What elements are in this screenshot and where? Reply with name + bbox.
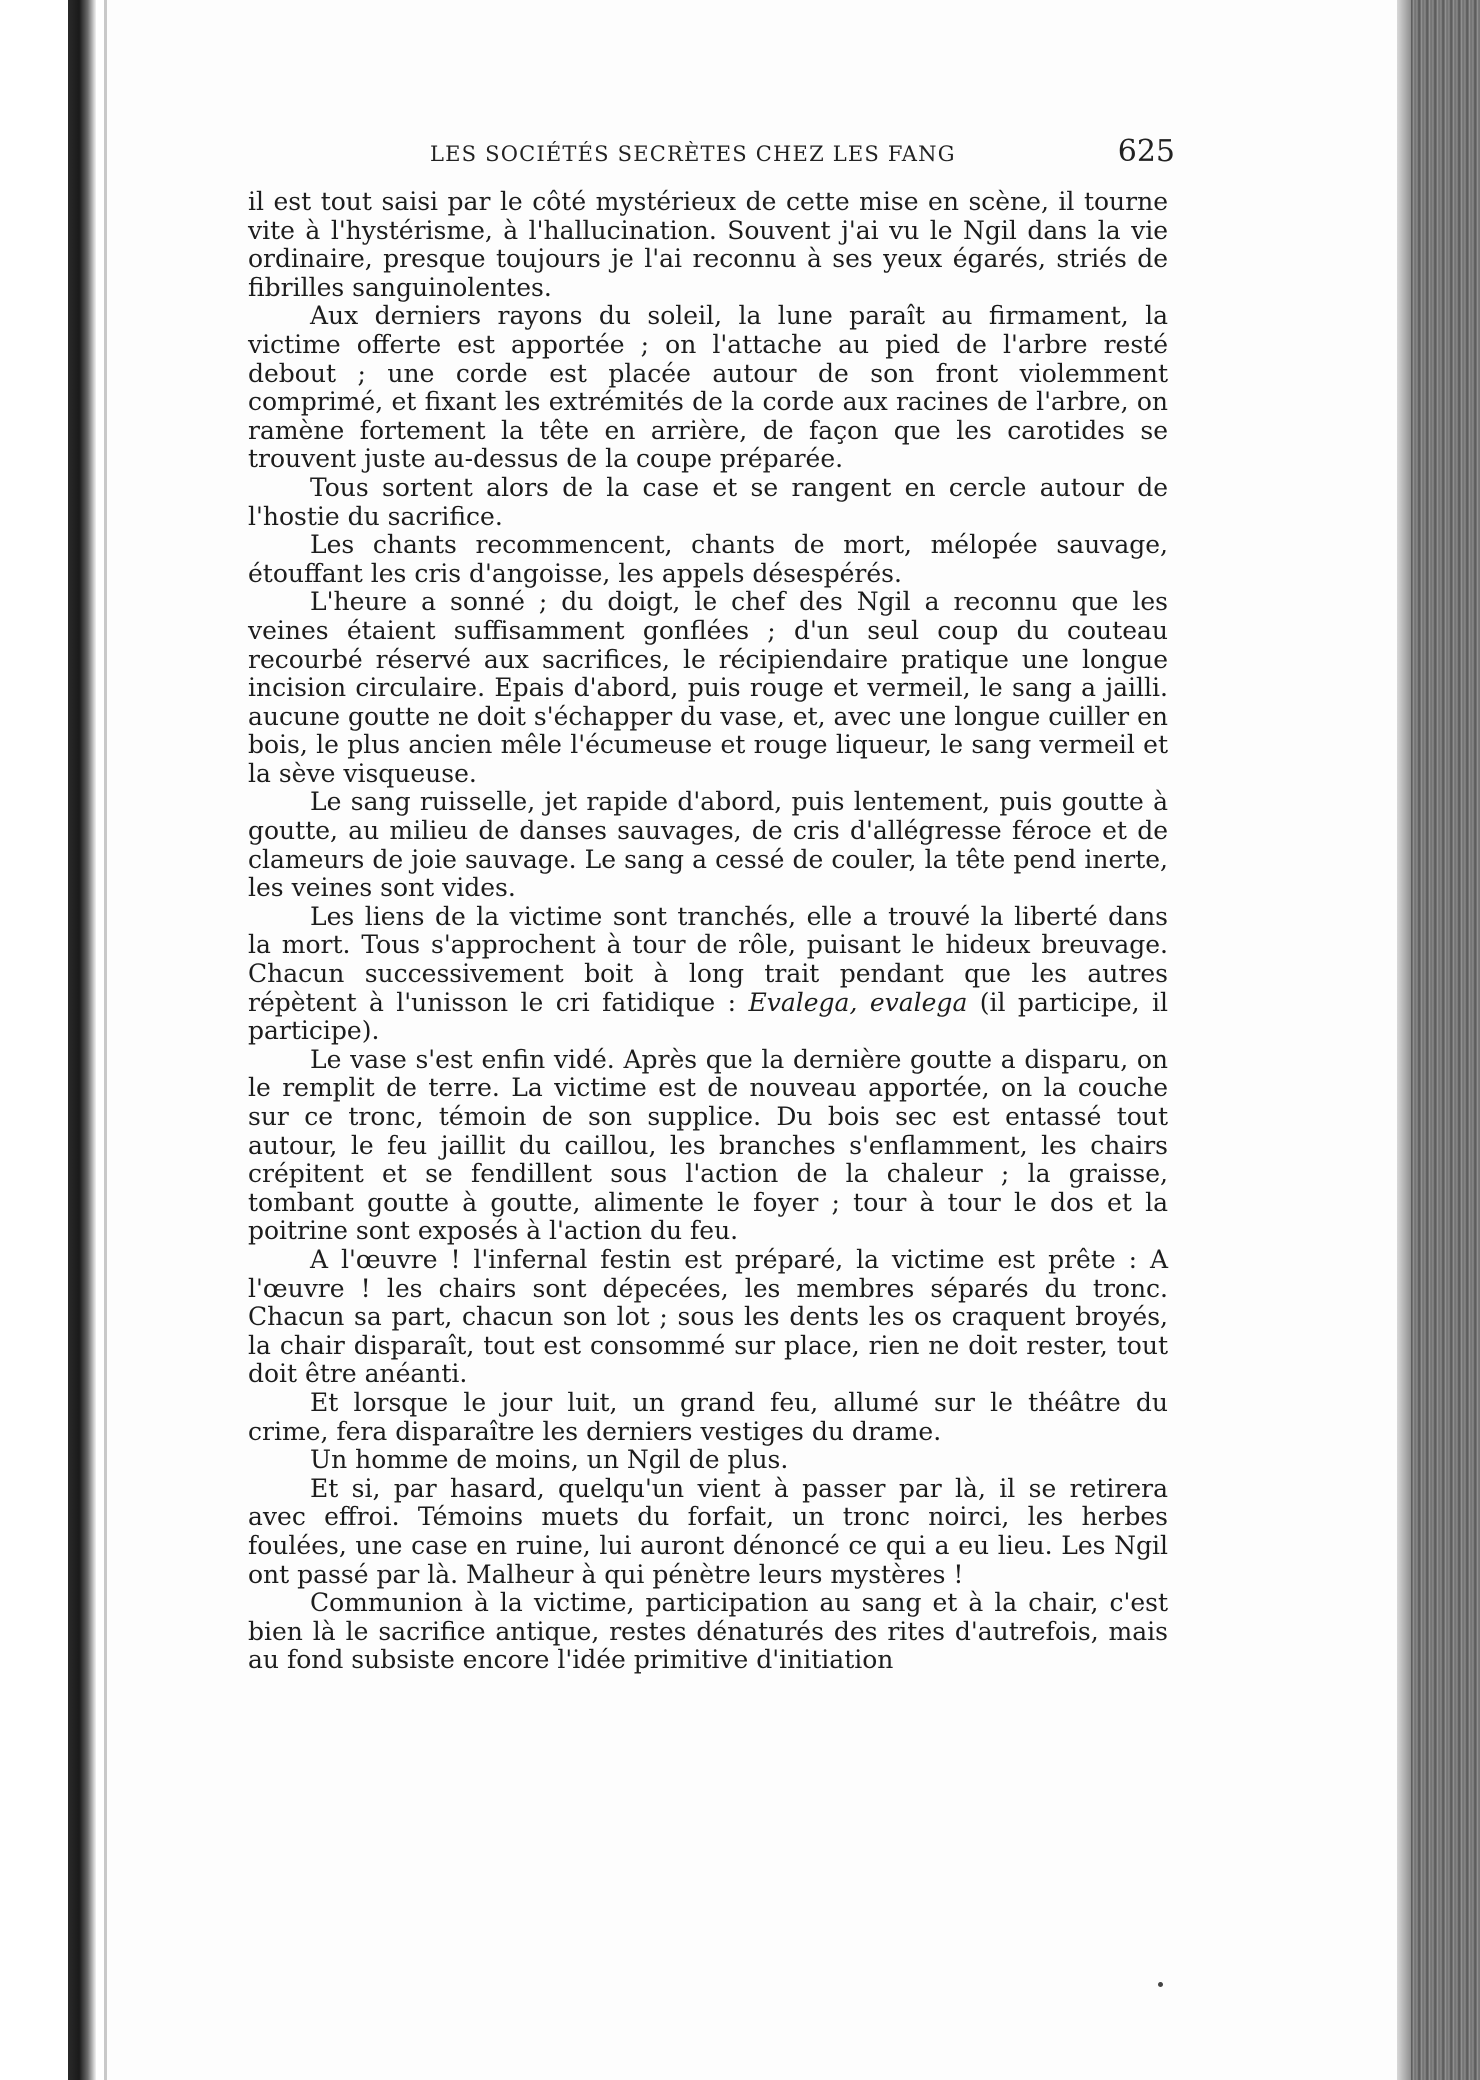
paragraph-liens <box>248 903 1168 1046</box>
paragraph: Les chants recommencent, chants de mort, mélopée sauvage, étouffant les cris d'angoisse, les appels désespérés. <box>248 530 1168 588</box>
paper-speck <box>1158 1982 1163 1987</box>
body-text <box>248 188 1168 1675</box>
paragraph: Et lorsque le jour luit, un grand feu, allumé sur le théâtre du crime, fera disparaître les derniers vestiges du drame. <box>248 1387 1168 1446</box>
page-fore-edge <box>1397 0 1480 2080</box>
paragraph-liens-text: Les liens de la victime sont tranchés, elle a trouvé la liberté dans la mort. Tous s'approchent à tour de rôle, puisant le hideux breuvage. Chacun successivement boit à long trait pendant que les autres répètent à l'unisson le cri fatidique : <box>248 901 1168 1017</box>
paragraph: A l'œuvre ! l'infernal festin est préparé, la victime est prête : A l'œuvre ! les chairs sont dépecées, les membres séparés du tronc. Chacun sa part, chacun son lot ; sous les dents les os craquent broyés, la chair disparaît, tout est consommé sur place, rien ne doit rester, tout doit être anéanti. <box>248 1244 1168 1389</box>
running-title: LES SOCIÉTÉS SECRÈTES CHEZ LES FANG <box>430 142 956 166</box>
paragraph-final: Communion à la victime, participation au sang et à la chair, c'est bien là le sacrifice antique, restes dénaturés des rites d'autrefois, mais au fond subsiste encore l'idée primitive d'initiation <box>248 1588 1168 1675</box>
page-number: 625 <box>1117 134 1175 169</box>
paragraph: Tous sortent alors de la case et se rangent en cercle autour de l'hostie du sacrifice. <box>248 472 1168 531</box>
paragraph: Le vase s'est enfin vidé. Après que la dernière goutte a disparu, on le remplit de terre. La victime est de nouveau apportée, on la couche sur ce tronc, témoin de son supplice. Du bois sec est entassé tout autour, le feu jaillit du caillou, les branches s'enflamment, les chairs crépitent et se fendillent sous l'action de la chaleur ; la graisse, tombant goutte à goutte, alimente le foyer ; tour à tour le dos et la poitrine sont exposés à l'action du feu. <box>248 1044 1168 1246</box>
paragraph: L'heure a sonné ; du doigt, le chef des Ngil a reconnu que les veines étaient suffisamment gonflées ; d'un seul coup du couteau recourbé réservé aux sacrifices, le récipiendaire pratique une longue incision circulaire. Epais d'abord, puis rouge et vermeil, le sang a jailli. aucune goutte ne doit s'échapper du vase, et, avec une longue cuiller en bois, le plus ancien mêle l'écumeuse et rouge liqueur, le sang vermeil et la sève visqueuse. <box>248 587 1168 788</box>
paragraph-continued: il est tout saisi par le côté mystérieux de cette mise en scène, il tourne vite à l'hystérisme, à l'hallucination. Souvent j'ai vu le Ngil dans la vie ordinaire, presque toujours je l'ai reconnu à ses yeux égarés, striés de fibrilles sanguinolentes. <box>248 187 1168 302</box>
paragraph: Et si, par hasard, quelqu'un vient à passer par là, il se retirera avec effroi. Témoins muets du forfait, un tronc noirci, les herbes foulées, une case en ruine, lui auront dénoncé ce qui a eu lieu. Les Ngil ont passé par là. Malheur à qui pénètre leurs mystères ! <box>248 1473 1168 1589</box>
paragraph: Le sang ruisselle, jet rapide d'abord, puis lentement, puis goutte à goutte, au milieu de danses sauvages, de cris d'allégresse féroce et de clameurs de joie sauvage. Le sang a cessé de couler, la tête pend inerte, les veines sont vides. <box>248 787 1168 903</box>
paragraph-liens-end: (il participe, il participe). <box>248 987 1168 1046</box>
book-gutter-shadow <box>68 0 96 2080</box>
paragraph: Aux derniers rayons du soleil, la lune paraît au firmament, la victime offerte est apportée ; on l'attache au pied de l'arbre resté debout ; une corde est placée autour de son front violemment comprimé, et fixant les extrémités de la corde aux racines de l'arbre, on ramène fortement la tête en arrière, de façon que les carotides se trouvent juste au-dessus de la coupe préparée. <box>248 301 1168 474</box>
running-head <box>240 134 1175 174</box>
evalega-italic: Evalega, evalega <box>748 987 968 1017</box>
paragraph: Un homme de moins, un Ngil de plus. <box>310 1445 789 1475</box>
